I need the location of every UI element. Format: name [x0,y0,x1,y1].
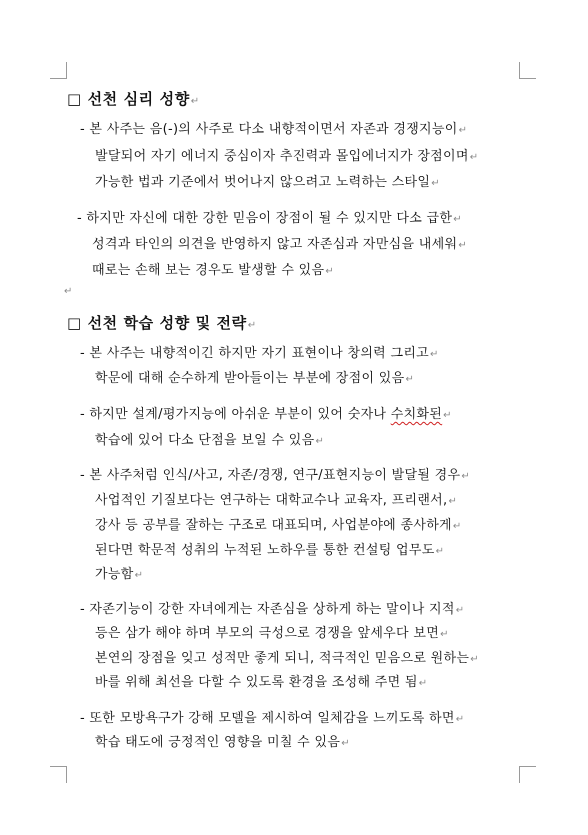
line-text: 가능함 [95,567,134,582]
paragraph-mark-icon: ↵ [443,410,452,421]
line-text: 학습에 있어 다소 단점을 보일 수 있음 [95,433,315,448]
line-text: 발달되어 자기 에너지 중심이자 추진력과 몰입에너지가 장점이며 [95,149,469,164]
text-line [80,118,467,137]
paragraph-mark-icon: ↵ [190,96,200,107]
text-line [95,539,444,558]
line-text: - 하지만 자신에 대한 강한 믿음이 장점이 될 수 있지만 다소 급한 [77,211,453,226]
line-text: 때로는 손해 보는 경우도 발생할 수 있음 [92,263,325,278]
paragraph-mark-icon: ↵ [461,471,471,482]
page-corner-top-right [519,62,536,79]
text-line [80,342,439,361]
line-text: 바를 위해 최선을 다할 수 있도록 환경을 조성해 주면 됨 [95,675,418,690]
page-corner-bottom-right [519,766,536,783]
paragraph-mark-icon: ↵ [435,546,445,557]
line-text: - 본 사주는 내향적이긴 하지만 자기 표현이나 창의력 그리고 [80,346,430,361]
text-line [95,514,462,533]
paragraph-mark-icon: ↵ [452,521,462,532]
paragraph-mark-icon: ↵ [455,605,465,616]
text-line [95,622,449,641]
line-text: - 하지만 설계/평가지능에 아쉬운 부분이 있어 숫자나 [80,407,391,422]
page-corner-bottom-left [50,766,67,783]
line-text: 강사 등 공부를 잘하는 구조로 대표되며, 사업분야에 종사하게 [95,518,452,533]
text-line [95,731,350,750]
heading-text: □ 선천 심리 성향 [67,90,190,108]
text-line [77,207,462,226]
paragraph-mark-icon: ↵ [440,629,449,640]
line-text: 본연의 장점을 잊고 성적만 좋게 되니, 적극적인 믿음으로 원하는 [95,651,470,666]
text-line [95,145,478,164]
text-line [95,563,143,582]
text-line [95,671,427,690]
paragraph-mark-icon: ↵ [431,178,440,189]
paragraph-mark-icon: ↵ [430,349,439,360]
text-line [95,647,479,666]
paragraph-mark-icon: ↵ [453,214,462,225]
page-corner-top-left [50,62,67,79]
line-text: 학문에 대해 순수하게 받아들이는 부분에 장점이 있음 [95,371,405,386]
spellcheck-flagged-word[interactable]: 수치화된 [390,407,443,422]
text-line [80,598,464,617]
line-text: 성격과 타인의 의견을 반영하지 않고 자존심과 자만심을 내세워 [92,237,458,252]
line-text: 사업적인 기질보다는 연구하는 대학교수나 교육자, 프리랜서, [95,493,448,508]
paragraph-mark-icon: ↵ [458,125,468,136]
line-text: 가능한 법과 기준에서 벗어나지 않으려고 노력하는 스타일 [95,175,431,190]
paragraph-mark-icon: ↵ [470,654,479,665]
section-heading-psychology [67,88,200,109]
paragraph-mark-icon: ↵ [448,496,458,507]
line-text: 등은 삼가 해야 하며 부모의 극성으로 경쟁을 앞세우다 보면 [95,626,440,641]
text-line [92,233,467,252]
paragraph-mark-icon: ↵ [455,714,465,725]
section-heading-learning [67,312,257,333]
line-text: 된다면 학문적 성취의 누적된 노하우를 통한 컨설팅 업무도 [95,543,435,558]
line-text: 학습 태도에 긍정적인 영향을 미칠 수 있음 [95,735,341,750]
line-text: - 본 사주처럼 인식/사고, 자존/경쟁, 연구/표현지능이 발달될 경우 [80,468,461,483]
paragraph-mark-icon: ↵ [341,738,350,749]
paragraph-mark-icon: ↵ [405,374,415,385]
text-line [80,464,470,483]
text-line [92,259,334,278]
paragraph-mark-icon: ↵ [469,152,479,163]
text-line [95,489,457,508]
paragraph-mark-icon: ↵ [247,320,257,331]
line-text: - 본 사주는 음(-)의 사주로 다소 내향적이면서 자존과 경쟁지능이 [80,122,458,137]
paragraph-mark-icon: ↵ [418,678,428,689]
paragraph-mark-icon: ↵ [134,570,144,581]
paragraph-mark-icon: ↵ [325,266,335,277]
text-line [95,429,324,448]
heading-text: □ 선천 학습 성향 및 전략 [67,314,247,332]
line-text: - 또한 모방욕구가 강해 모델을 제시하여 일체감을 느끼도록 하면 [80,711,455,726]
paragraph-mark-icon: ↵ [458,240,468,251]
text-line [95,171,440,190]
text-line [80,707,464,726]
line-text: - 자존기능이 강한 자녀에게는 자존심을 상하게 하는 말이나 지적 [80,602,455,617]
text-line [95,367,414,386]
empty-paragraph-mark-icon: ↵ [64,286,73,297]
text-line [80,403,452,422]
paragraph-mark-icon: ↵ [315,436,325,447]
